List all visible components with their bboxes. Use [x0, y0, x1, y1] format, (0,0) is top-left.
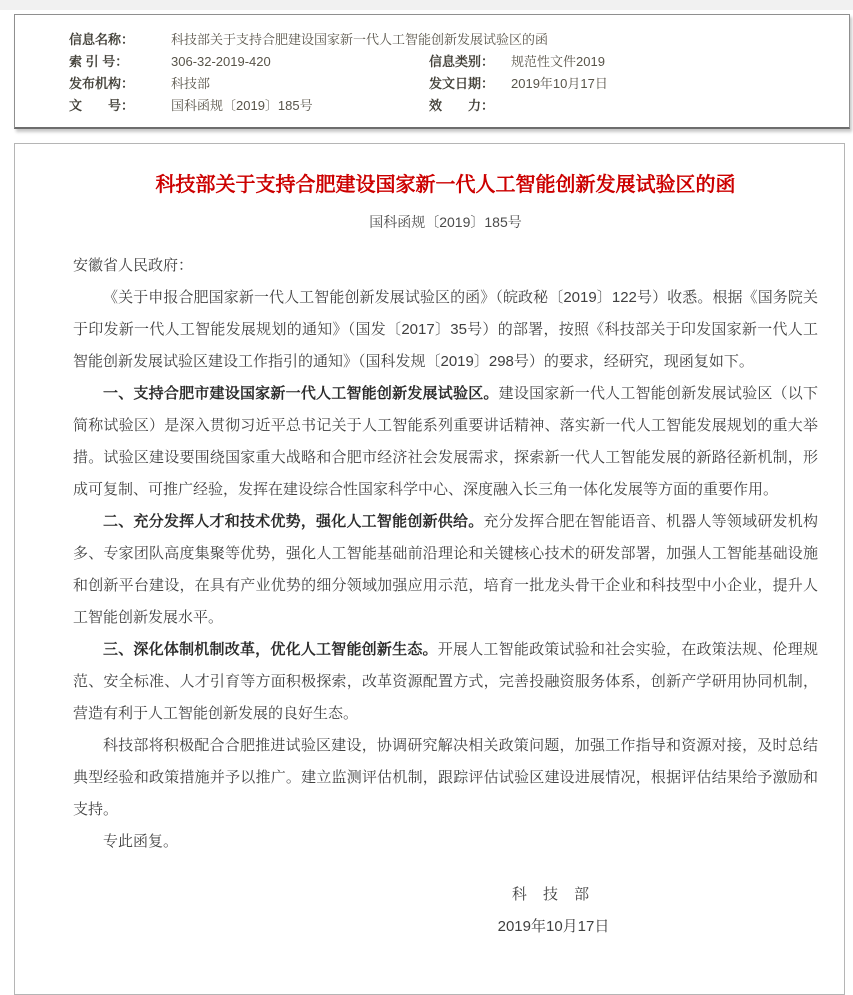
- info-label-doc-number: 文 号：: [69, 98, 135, 113]
- paragraph-support-text: 科技部将积极配合合肥推进试验区建设，协调研究解决相关政策问题，加强工作指导和资源对接，及时总结典型经验和政策措施并予以推广。建立监测评估机制，跟踪评估试验区建设进展情况，根据评估结果给予激励和支持。: [73, 737, 818, 818]
- info-label-category: 信息类别：: [429, 54, 495, 69]
- paragraph-section-1-text: 建设国家新一代人工智能创新发展试验区（以下简称试验区）是深入贯彻习近平总书记关于人工智能系列重要讲话精神、落实新一代人工智能发展规划的重大举措。试验区建设要围绕国家重大战略和合肥市经济社会发展需求，探索新一代人工智能发展的新路径新机制，形成可复制、可推广经验，发挥在建设综合性国家科学中心、深度融入长三角一体化发展等方面的重要作用。: [73, 385, 818, 498]
- document-title: 科技部关于支持合肥建设国家新一代人工智能创新发展试验区的函: [155, 174, 736, 196]
- paragraph-section-3: [73, 634, 818, 730]
- paragraph-section-2-lead: 二、充分发挥人才和技术优势，强化人工智能创新供给。: [103, 513, 484, 530]
- info-value-doc-number: 国科函规〔2019〕185号: [171, 98, 313, 113]
- info-value-issue-date: 2019年10月17日: [511, 76, 608, 91]
- info-value-index-number: 306-32-2019-420: [171, 54, 271, 69]
- closing-line: 专此函复。: [103, 833, 179, 850]
- document-number: 国科函规〔2019〕185号: [369, 214, 522, 230]
- info-label-index-number: 索 引 号：: [69, 54, 129, 69]
- document-body: [73, 250, 818, 944]
- paragraph-intro: [73, 282, 818, 378]
- info-label-name: 信息名称：: [69, 32, 135, 47]
- info-grid: [69, 29, 839, 117]
- paragraph-intro-text: 《关于申报合肥国家新一代人工智能创新发展试验区的函》（皖政秘〔2019〕122号）收悉。根据《国务院关于印发新一代人工智能发展规划的通知》（国发〔2017〕35号）的部署，按照《科技部关于印发国家新一代人工智能创新发展试验区建设工作指引的通知》（国科发规〔2019〕298号）的要求，经研究，现函复如下。: [73, 289, 818, 370]
- document-body-panel: [14, 143, 845, 995]
- top-strip: [0, 0, 853, 10]
- info-value-category: 规范性文件2019: [511, 54, 605, 69]
- info-label-issue-date: 发文日期：: [429, 76, 495, 91]
- info-value-validity: [511, 95, 839, 117]
- paragraph-section-2-text: 充分发挥合肥在智能语音、机器人等领域研发机构多、专家团队高度集聚等优势，强化人工智能基础前沿理论和关键核心技术的研发部署，加强人工智能基础设施和创新平台建设，在具有产业优势的细分领域加强应用示范，培育一批龙头骨干企业和科技型中小企业，提升人工智能创新发展水平。: [73, 513, 818, 626]
- document-info-panel: [14, 14, 850, 129]
- paragraph-section-3-text: 开展人工智能政策试验和社会实验，在政策法规、伦理规范、安全标准、人才引育等方面积极探索，改革资源配置方式，完善投融资服务体系，创新产学研用协同机制，营造有利于人工智能创新发展的良好生态。: [73, 641, 818, 722]
- salutation: 安徽省人民政府：: [73, 257, 194, 274]
- info-value-issuing-agency: 科技部: [171, 76, 211, 91]
- paragraph-section-1-lead: 一、支持合肥市建设国家新一代人工智能创新发展试验区。: [103, 385, 499, 402]
- info-label-issuing-agency: 发布机构：: [69, 76, 135, 91]
- paragraph-section-3-lead: 三、深化体制机制改革，优化人工智能创新生态。: [103, 641, 438, 658]
- paragraph-section-2: [73, 506, 818, 634]
- signature-block: [73, 880, 818, 944]
- info-label-validity: 效 力：: [429, 98, 495, 113]
- signature-agency: 科 技 部: [511, 886, 596, 903]
- signature-date: 2019年10月17日: [497, 918, 610, 935]
- paragraph-section-1: [73, 378, 818, 506]
- info-value-name: 科技部关于支持合肥建设国家新一代人工智能创新发展试验区的函: [171, 32, 549, 47]
- paragraph-support: [73, 730, 818, 826]
